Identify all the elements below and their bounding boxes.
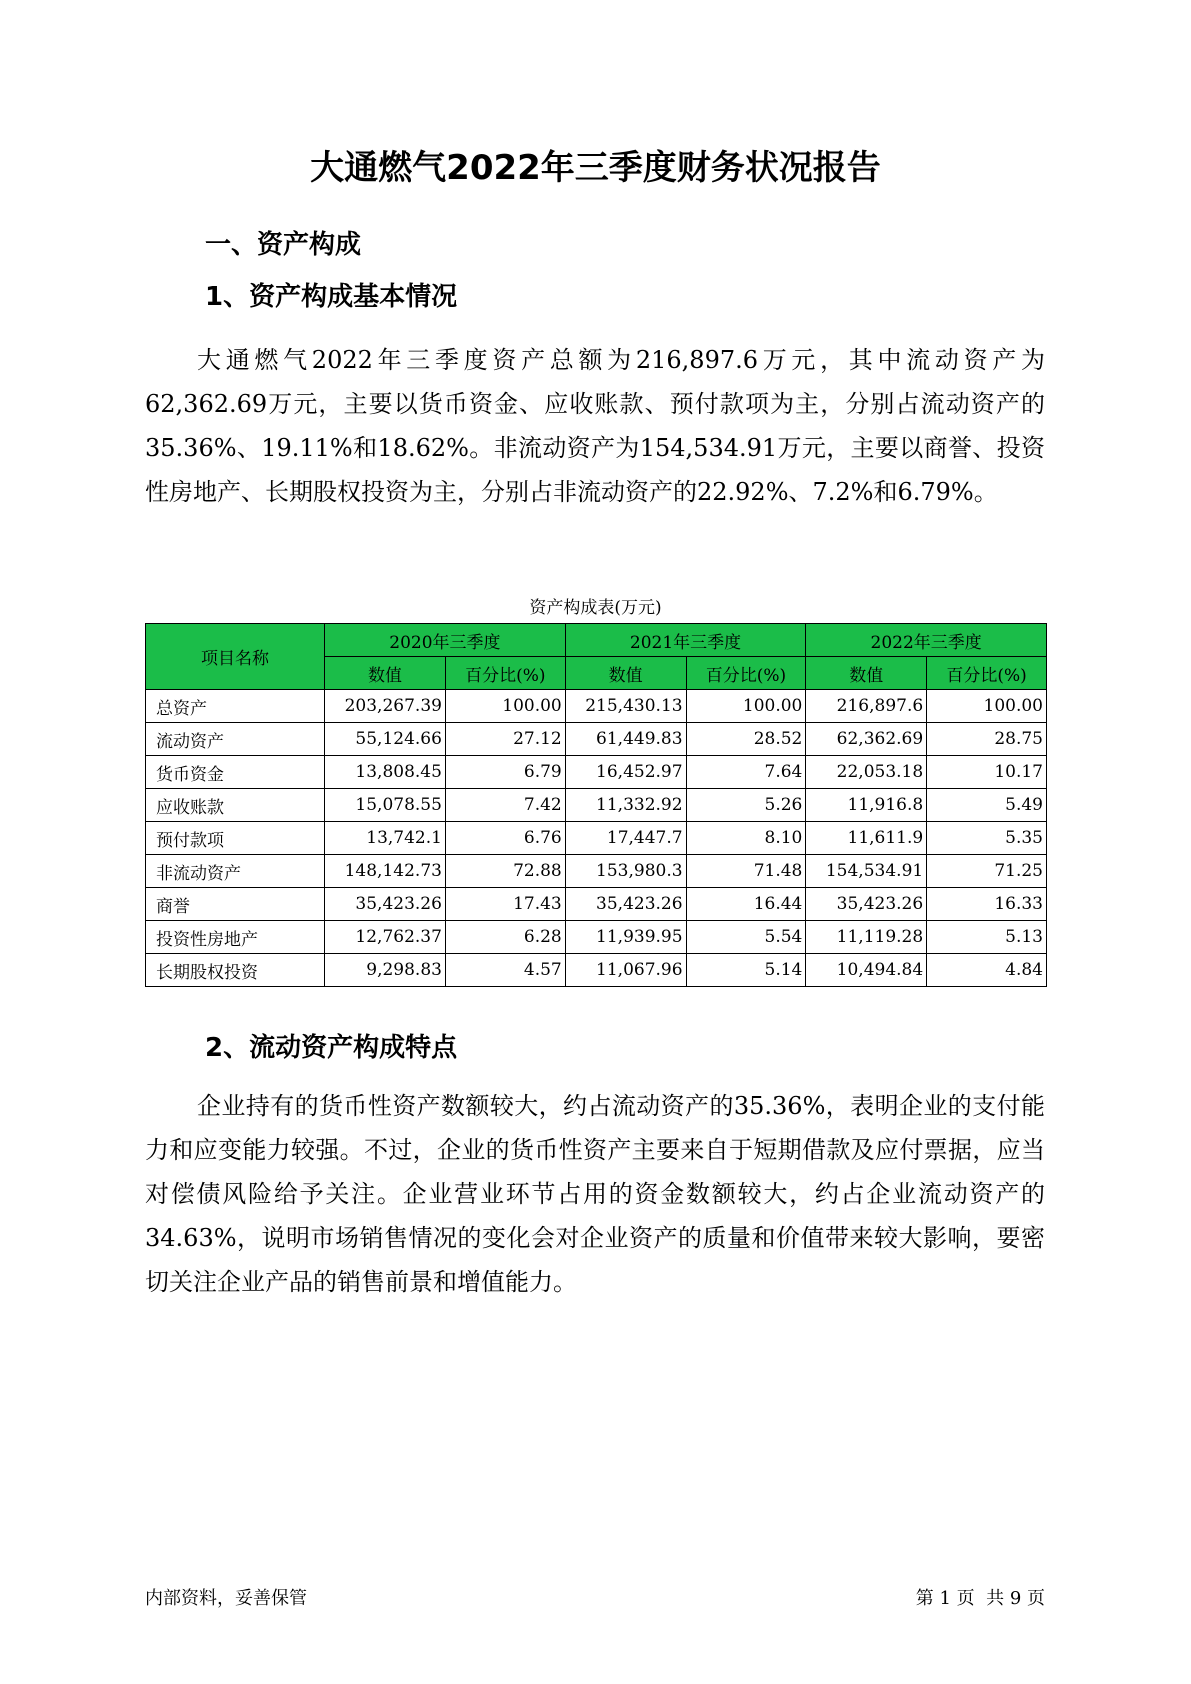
cell-value: 62,362.69: [806, 723, 927, 756]
cell-percent: 17.43: [445, 888, 565, 921]
cell-value: 61,449.83: [565, 723, 686, 756]
row-label: 预付款项: [146, 822, 325, 855]
cell-value: 12,762.37: [325, 921, 446, 954]
cell-percent: 100.00: [445, 690, 565, 723]
cell-percent: 27.12: [445, 723, 565, 756]
cell-percent: 16.44: [686, 888, 806, 921]
cell-percent: 5.26: [686, 789, 806, 822]
cell-value: 35,423.26: [565, 888, 686, 921]
row-label: 流动资产: [146, 723, 325, 756]
header-percent: 百分比(%): [927, 657, 1047, 690]
header-period: 2020年三季度: [325, 624, 566, 657]
cell-percent: 71.48: [686, 855, 806, 888]
cell-value: 154,534.91: [806, 855, 927, 888]
cell-value: 13,742.1: [325, 822, 446, 855]
cell-value: 10,494.84: [806, 954, 927, 987]
cell-percent: 100.00: [686, 690, 806, 723]
paragraph-current-assets: 企业持有的货币性资产数额较大，约占流动资产的35.36%，表明企业的支付能力和应变能力较强。不过，企业的货币性资产主要来自于短期借款及应付票据，应当对偿债风险给予关注。企业营业环节占用的资金数额较大，约占企业流动资产的34.63%，说明市场销售情况的变化会对企业资产的质量和价值带来较大影响，要密切关注企业产品的销售前景和增值能力。: [145, 1092, 1045, 1296]
cell-percent: 6.76: [445, 822, 565, 855]
row-label: 货币资金: [146, 756, 325, 789]
cell-percent: 5.14: [686, 954, 806, 987]
cell-value: 203,267.39: [325, 690, 446, 723]
cell-value: 13,808.45: [325, 756, 446, 789]
table-row: [146, 888, 1047, 921]
cell-value: 17,447.7: [565, 822, 686, 855]
cell-percent: 7.64: [686, 756, 806, 789]
section-heading-asset-composition: 一、资产构成: [205, 230, 362, 260]
row-label: 商誉: [146, 888, 325, 921]
cell-percent: 28.52: [686, 723, 806, 756]
cell-percent: 7.42: [445, 789, 565, 822]
cell-value: 35,423.26: [325, 888, 446, 921]
cell-percent: 10.17: [927, 756, 1047, 789]
table-row: [146, 690, 1047, 723]
table-row: [146, 822, 1047, 855]
row-label: 投资性房地产: [146, 921, 325, 954]
header-percent: 百分比(%): [686, 657, 806, 690]
row-label: 总资产: [146, 690, 325, 723]
cell-percent: 5.35: [927, 822, 1047, 855]
cell-value: 11,067.96: [565, 954, 686, 987]
asset-composition-table: [145, 623, 1047, 987]
cell-percent: 71.25: [927, 855, 1047, 888]
footer-confidential-note: 内部资料，妥善保管: [145, 1588, 307, 1609]
header-period: 2021年三季度: [565, 624, 806, 657]
table-row: [146, 954, 1047, 987]
cell-value: 153,980.3: [565, 855, 686, 888]
footer-page-number: 第 1 页 共 9 页: [915, 1588, 1045, 1609]
cell-percent: 5.13: [927, 921, 1047, 954]
header-item-name: 项目名称: [146, 624, 325, 690]
cell-percent: 4.57: [445, 954, 565, 987]
cell-value: 148,142.73: [325, 855, 446, 888]
table-row: [146, 921, 1047, 954]
page-title: 大通燃气2022年三季度财务状况报告: [310, 148, 881, 188]
table-row: [146, 723, 1047, 756]
cell-percent: 100.00: [927, 690, 1047, 723]
cell-value: 11,939.95: [565, 921, 686, 954]
cell-value: 11,611.9: [806, 822, 927, 855]
cell-percent: 5.49: [927, 789, 1047, 822]
cell-value: 22,053.18: [806, 756, 927, 789]
cell-percent: 6.79: [445, 756, 565, 789]
cell-value: 215,430.13: [565, 690, 686, 723]
cell-value: 11,332.92: [565, 789, 686, 822]
table-row: [146, 756, 1047, 789]
cell-value: 216,897.6: [806, 690, 927, 723]
header-period: 2022年三季度: [806, 624, 1047, 657]
header-value: 数值: [565, 657, 686, 690]
cell-percent: 72.88: [445, 855, 565, 888]
cell-value: 55,124.66: [325, 723, 446, 756]
cell-value: 9,298.83: [325, 954, 446, 987]
table-row: [146, 855, 1047, 888]
header-value: 数值: [325, 657, 446, 690]
cell-value: 16,452.97: [565, 756, 686, 789]
row-label: 长期股权投资: [146, 954, 325, 987]
cell-percent: 8.10: [686, 822, 806, 855]
table-row: [146, 789, 1047, 822]
subsection-heading-current-assets: 2、流动资产构成特点: [205, 1033, 458, 1063]
cell-percent: 6.28: [445, 921, 565, 954]
table-caption: 资产构成表(万元): [529, 598, 662, 618]
cell-percent: 16.33: [927, 888, 1047, 921]
header-value: 数值: [806, 657, 927, 690]
cell-percent: 5.54: [686, 921, 806, 954]
cell-percent: 4.84: [927, 954, 1047, 987]
cell-value: 11,119.28: [806, 921, 927, 954]
row-label: 非流动资产: [146, 855, 325, 888]
cell-value: 15,078.55: [325, 789, 446, 822]
cell-percent: 28.75: [927, 723, 1047, 756]
header-percent: 百分比(%): [445, 657, 565, 690]
paragraph-asset-overview: 大通燃气2022年三季度资产总额为216,897.6万元，其中流动资产为62,362.69万元，主要以货币资金、应收账款、预付款项为主，分别占流动资产的35.36%、19.11%和18.62%。非流动资产为154,534.91万元，主要以商誉、投资性房地产、长期股权投资为主，分别占非流动资产的22.92%、7.2%和6.79%。: [145, 346, 1045, 506]
cell-value: 11,916.8: [806, 789, 927, 822]
cell-value: 35,423.26: [806, 888, 927, 921]
row-label: 应收账款: [146, 789, 325, 822]
subsection-heading-basic: 1、资产构成基本情况: [205, 282, 458, 312]
